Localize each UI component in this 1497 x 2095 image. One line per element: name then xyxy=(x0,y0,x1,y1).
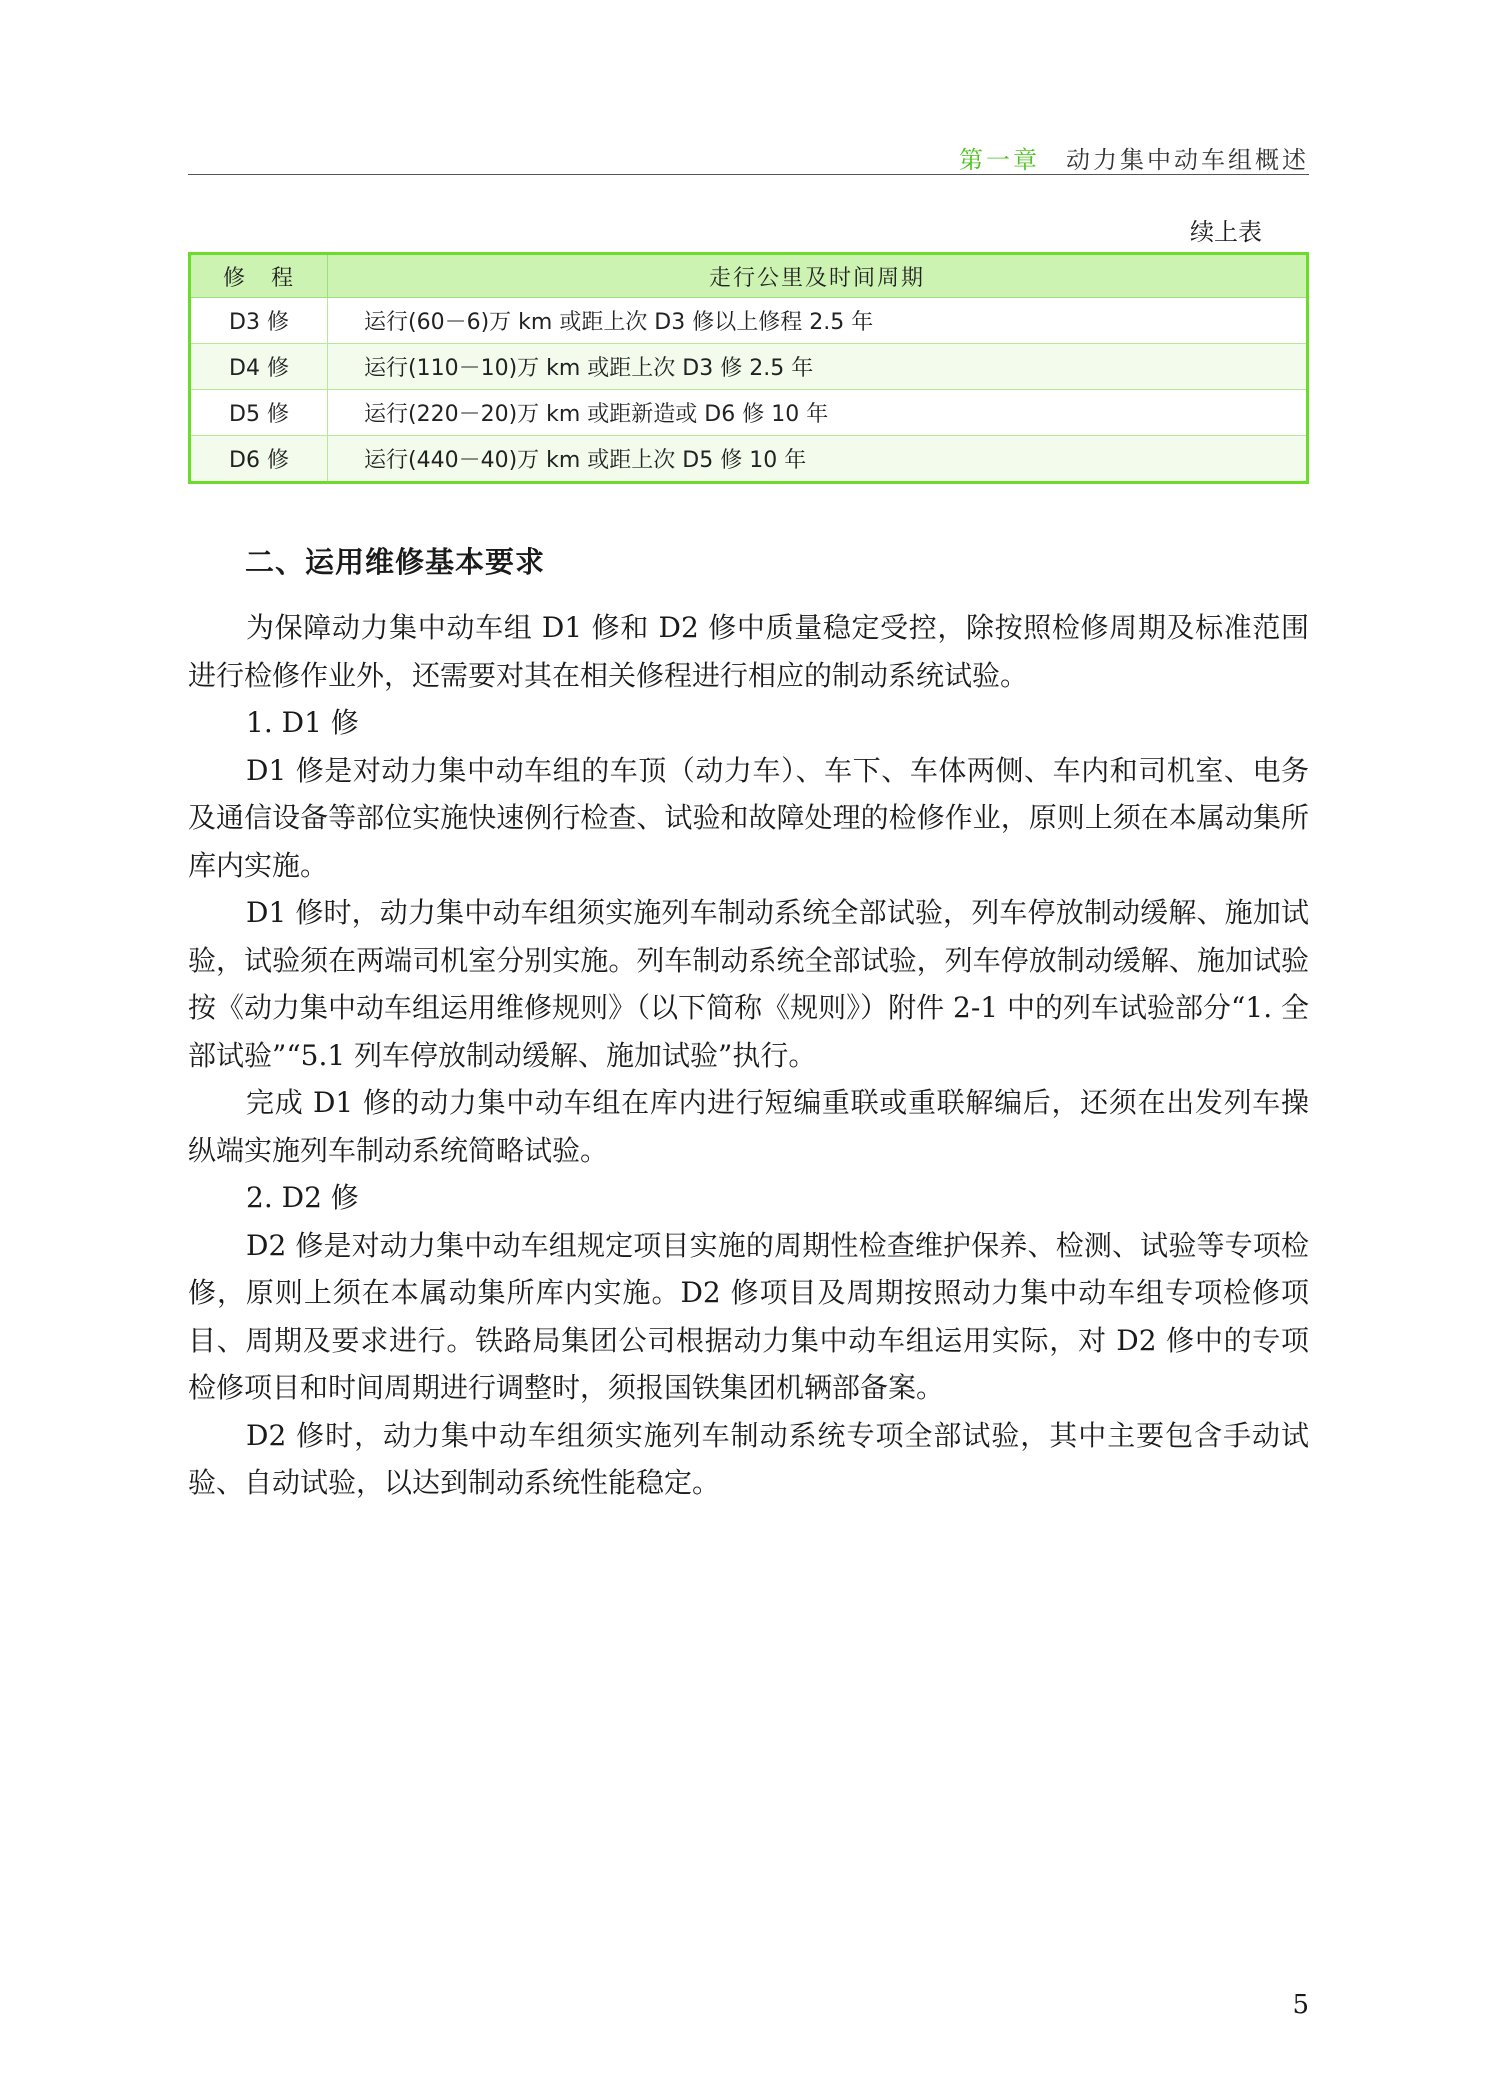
cycle-cell: 运行(220－20)万 km 或距新造或 D6 修 10 年 xyxy=(328,390,1308,436)
grade-cell: D6 修 xyxy=(190,436,328,483)
chapter-title: 动力集中动车组概述 xyxy=(1066,146,1309,174)
column-header-cycle: 走行公里及时间周期 xyxy=(328,254,1308,298)
subheading-d1: 1. D1 修 xyxy=(246,706,359,739)
paragraph-d2-definition: D2 修是对动力集中动车组规定项目实施的周期性检查维护保养、检测、试验等专项检修，原则上须在本属动集所库内实施。D2 修项目及周期按照动力集中动车组专项检修项目、周期及要求进行。铁路局集团公司根据动力集中动车组运用实际，对 D2 修中的专项检修项目和时间周期进行调整时，须报国铁集团机辆部备案。 xyxy=(188,1228,1309,1404)
paragraph-d1-tests: D1 修时，动力集中动车组须实施列车制动系统全部试验，列车停放制动缓解、施加试验，试验须在两端司机室分别实施。列车制动系统全部试验，列车停放制动缓解、施加试验按《动力集中动车组运用维修规则》（以下简称《规则》）附件 2-1 中的列车试验部分“1. 全部试验”“5.1 列车停放制动缓解、施加试验”执行。 xyxy=(188,896,1309,1072)
table-row xyxy=(190,436,1308,483)
grade-cell: D3 修 xyxy=(190,298,328,344)
cycle-cell: 运行(110－10)万 km 或距上次 D3 修 2.5 年 xyxy=(328,344,1308,390)
section-heading: 二、运用维修基本要求 xyxy=(245,545,546,579)
paragraph-d2-tests: D2 修时，动力集中动车组须实施列车制动系统专项全部试验，其中主要包含手动试验、自动试验，以达到制动系统性能稳定。 xyxy=(188,1418,1309,1499)
maintenance-schedule-table xyxy=(188,252,1309,484)
page-number: 5 xyxy=(1292,1990,1309,2020)
cycle-cell: 运行(60－6)万 km 或距上次 D3 修以上修程 2.5 年 xyxy=(328,298,1308,344)
body-text xyxy=(188,604,1309,1507)
paragraph-d1-coupling: 完成 D1 修的动力集中动车组在库内进行短编重联或重联解编后，还须在出发列车操纵端实施列车制动系统简略试验。 xyxy=(188,1086,1309,1167)
grade-cell: D4 修 xyxy=(190,344,328,390)
running-header xyxy=(188,140,1309,175)
table-row xyxy=(190,344,1308,390)
column-header-grade: 修 程 xyxy=(190,254,328,298)
paragraph-intro: 为保障动力集中动车组 D1 修和 D2 修中质量稳定受控，除按照检修周期及标准范围进行检修作业外，还需要对其在相关修程进行相应的制动系统试验。 xyxy=(188,611,1309,692)
table-row xyxy=(190,390,1308,436)
subheading-d2: 2. D2 修 xyxy=(246,1181,359,1214)
cycle-cell: 运行(440－40)万 km 或距上次 D5 修 10 年 xyxy=(328,436,1308,483)
table-caption: 续上表 xyxy=(1190,218,1262,246)
table-row xyxy=(190,298,1308,344)
table-header-row xyxy=(190,254,1308,298)
grade-cell: D5 修 xyxy=(190,390,328,436)
chapter-label: 第一章 xyxy=(959,146,1040,174)
paragraph-d1-definition: D1 修是对动力集中动车组的车顶（动力车）、车下、车体两侧、车内和司机室、电务及通信设备等部位实施快速例行检查、试验和故障处理的检修作业，原则上须在本属动集所库内实施。 xyxy=(188,753,1309,882)
